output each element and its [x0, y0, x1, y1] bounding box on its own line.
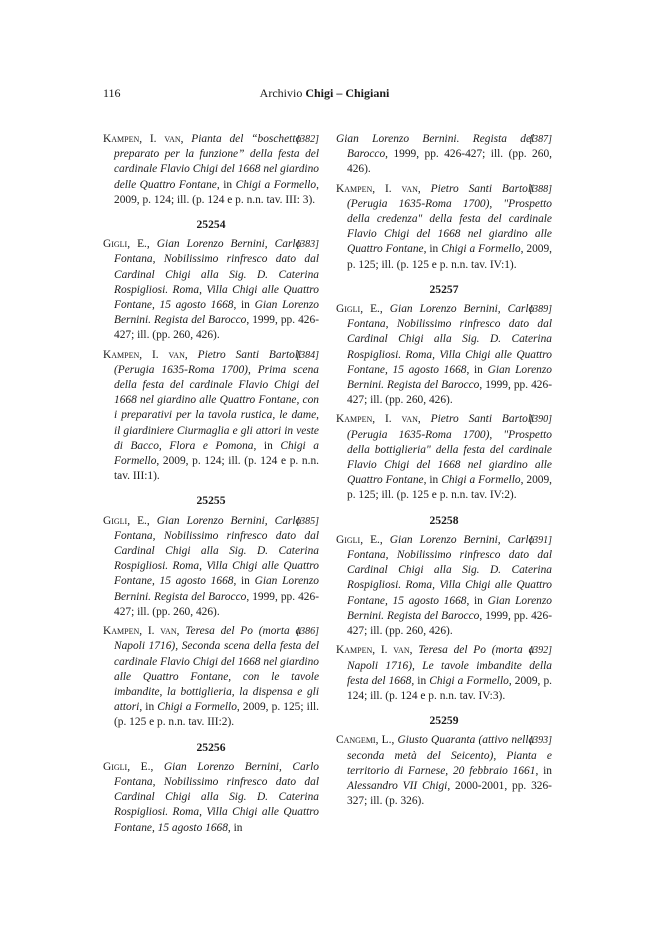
entry-source: Gian Lorenzo Bernini. Regista del Barocco — [114, 299, 319, 327]
bibliography-entry — [336, 132, 552, 178]
entry-details: , 1999, pp. 426-427; ill. (pp. 260, 426). — [347, 148, 552, 176]
entry-reference: [389] — [529, 304, 552, 316]
bibliography-entry: [392] Kampen, I. van, Teresa del Po (morta a Napoli 1716), Le tavole imbandite della festa del 1668, in Chigi a Formello, 2009, p. 124; ill. (p. 124 e p. n.n. tav. IV:3). — [336, 644, 553, 702]
entry-details: , 2009, p. 125; ill. (p. 125 e p. n.n. tav. III:2). — [114, 701, 319, 729]
running-title — [103, 86, 546, 101]
left-column — [103, 132, 319, 836]
entry-author: Gigli, E. — [103, 514, 147, 527]
section-number: 25255 — [196, 494, 226, 508]
entry-details: , 2009, p. 125; ill. (p. 125 e p. n.n. tav. IV:2). — [347, 474, 553, 502]
entry-title: Gian Lorenzo Bernini, Carlo Fontana, Nobilissimo rinfresco dato dal Cardinal Chigi alla Sig. D. Caterina Rospigliosi. Roma, Villa Chigi alle Quattro Fontane, 15 agosto 1668 — [347, 303, 552, 376]
entry-reference: [382] — [296, 134, 319, 145]
entry-in: , in — [227, 821, 243, 834]
page-number: 116 — [103, 86, 121, 100]
entry-author: Kampen, I. van — [336, 413, 418, 426]
entry-reference: [392] — [529, 645, 552, 657]
entry-source: Chigi a Formello — [114, 439, 319, 468]
entry-reference: [386] — [296, 626, 319, 638]
entry-title: Giusto Quaranta (attivo nella seconda metà del Seicento), Pianta e territorio di Farnese, 20 febbraio 1661 — [347, 734, 552, 777]
entry-in: , in — [466, 363, 488, 376]
bibliography-entry: [389] Gigli, E., Gian Lorenzo Bernini, Carlo Fontana, Nobilissimo rinfresco dato dal Cardinal Chigi alla Sig. D. Caterina Rospigliosi. Roma, Villa Chigi alle Quattro Fontane, 15 agosto 1668, in Gian Lorenzo Bernini. Regista del Barocco, 1999, pp. 426-427; ill. (pp. 260, 426). — [336, 303, 552, 407]
entry-in: , in — [466, 594, 488, 607]
entry-author: Kampen, I. van — [103, 625, 177, 638]
entry-source: Gian Lorenzo Bernini. Regista del Barocco — [347, 363, 552, 392]
entry-source: Chigi a Formello — [157, 701, 237, 714]
entry-title: Gian Lorenzo Bernini, Carlo Fontana, Nobilissimo rinfresco dato dal Cardinal Chigi alla Sig. D. Caterina Rospigliosi. Roma, Villa Chigi alle Quattro Fontane, 15 agosto 1668 — [114, 514, 319, 588]
entry-details: , 2009, p. 124; ill. (p. 124 e p. n.n. tav. III:1). — [114, 455, 319, 483]
entry-author: Gigli, E. — [336, 533, 380, 546]
entry-source: Alessandro VII Chigi — [347, 779, 448, 792]
entry-details: , 2009, p. 124; ill. (p. 124 e p. n.n. tav. III: 3). — [114, 178, 319, 206]
entry-reference: [383] — [296, 239, 319, 251]
entry-reference: [384] — [296, 349, 319, 361]
section-number: 25259 — [429, 714, 459, 728]
entry-in: , in — [253, 439, 281, 452]
bibliography-entry: [390] Kampen, I. van, Pietro Santi Bartoli (Perugia 1635-Roma 1700), "Prospetto della bottiglieria" della festa del cardinale Flavio Chigi del 1668 nel giardino alle Quattro Fontane, in Chigi a Formello, 2009, p. 125; ill. (p. 125 e p. n.n. tav. IV:2). — [336, 413, 553, 502]
entry-author: Gigli, E. — [103, 238, 147, 251]
entry-source: Chigi a Formello — [235, 178, 317, 191]
entry-author: Kampen, I. van — [103, 133, 181, 145]
entry-author: Gigli, E. — [336, 303, 380, 316]
entry-details: , 1999, pp. 426-427; ill. (pp. 260, 426). — [347, 609, 552, 638]
entry-in: , in — [423, 243, 442, 256]
entry-title: Pietro Santi Bartoli (Perugia 1635-Roma 1700), Prima scena della festa del cardinale Flavio Chigi del 1668 nel giardino alle Quattro Fontane, con i preparativi per la tavola rustica, le dame, il giardiniere Ciurmaglia e gli attori in veste di Bacco, Flora e Pomona — [114, 348, 319, 452]
entry-title: Pianta del “boschetto preparato per la funzione” della festa del cardinale Flavio Chigi del 1668 nel giardino delle Quattro Fontane — [114, 133, 319, 191]
bibliography-entry: [386] Kampen, I. van, Teresa del Po (morta a Napoli 1716), Seconda scena della festa del cardinale Flavio Chigi del 1668 nel giardino alle Quattro Fontane, con le tavole imbandite, la bottiglieria, la dispensa e gli attori, in Chigi a Formello, 2009, p. 125; ill. (p. 125 e p. n.n. tav. III:2). — [103, 625, 319, 729]
entry-in: , in — [233, 299, 255, 312]
entry-author: Gigli, E. — [103, 760, 151, 773]
entry-source: Chigi a Formello — [429, 674, 509, 687]
entry-in: , in — [216, 178, 236, 191]
entry-source: Chigi a Formello — [441, 243, 521, 256]
running-title-prefix: Archivio — [259, 86, 306, 100]
entry-reference: [390] — [529, 414, 552, 426]
right-column — [336, 132, 552, 809]
entry-source: Gian Lorenzo Bernini. Regista del Barocco — [114, 575, 319, 603]
entry-source: Gian Lorenzo Bernini. Regista del Barocco — [347, 594, 552, 622]
entry-reference: [387] — [529, 134, 552, 145]
entry-reference: [393] — [529, 735, 552, 747]
running-title-bold: Chigi – Chigiani — [305, 86, 390, 100]
entry-details: , 1999, pp. 426-427; ill. (pp. 260, 426). — [114, 590, 319, 618]
entry-details: , 1999, pp. 426-427; ill. (pp. 260, 426). — [114, 314, 319, 342]
entry-source: Chigi a Formello — [441, 474, 521, 487]
entry-in: , in — [411, 674, 430, 687]
entry-reference: [391] — [529, 534, 552, 546]
entry-in: , in — [233, 575, 255, 588]
entry-details: , 2009, p. 125; ill. (p. 125 e p. n.n. tav. IV:1). — [347, 243, 553, 271]
entry-title: Pietro Santi Bartoli (Perugia 1635-Roma 1700), "Prospetto della bottiglieria" della festa del cardinale Flavio Chigi del 1668 nel giardino alle Quattro Fontane — [347, 413, 552, 487]
bibliography-entry: [393] Cangemi, L., Giusto Quaranta (attivo nella seconda metà del Seicento), Pianta e territorio di Farnese, 20 febbraio 1661, in Alessandro VII Chigi, 2000-2001, pp. 326-327; ill. (p. 326). — [336, 734, 552, 808]
entry-author: Kampen, I. van — [336, 182, 418, 195]
entry-source: Gian Lorenzo Bernini. Regista del Barocco — [336, 133, 535, 161]
entry-in: , in — [535, 764, 552, 777]
entry-title: Gian Lorenzo Bernini, Carlo Fontana, Nobilissimo rinfresco dato dal Cardinal Chigi alla Sig. D. Caterina Rospigliosi. Roma, Villa Chigi alle Quattro Fontane, 15 agosto 1668 — [114, 238, 319, 312]
entry-title: Gian Lorenzo Bernini, Carlo Fontana, Nobilissimo rinfresco dato dal Cardinal Chigi alla Sig. D. Caterina Rospigliosi. Roma, Villa Chigi alle Quattro Fontane, 15 agosto 1668 — [114, 760, 319, 834]
bibliography-entry: [382] Kampen, I. van, Pianta del “boschetto preparato per la funzione” della festa del cardinale Flavio Chigi del 1668 nel giardino delle Quattro Fontane, in Chigi a Formello, 2009, p. 124; ill. (p. 124 e p. n.n. tav. III: 3). — [103, 133, 319, 206]
entry-in: , in — [139, 701, 158, 714]
running-header — [103, 86, 546, 106]
bibliography-entry: [391] Gigli, E., Gian Lorenzo Bernini, Carlo Fontana, Nobilissimo rinfresco dato dal Cardinal Chigi alla Sig. D. Caterina Rospigliosi. Roma, Villa Chigi alle Quattro Fontane, 15 agosto 1668, in Gian Lorenzo Bernini. Regista del Barocco, 1999, pp. 426-427; ill. (pp. 260, 426). — [336, 533, 552, 638]
bibliography-entry: [385] Gigli, E., Gian Lorenzo Bernini, Carlo Fontana, Nobilissimo rinfresco dato dal Cardinal Chigi alla Sig. D. Caterina Rospigliosi. Roma, Villa Chigi alle Quattro Fontane, 15 agosto 1668, in Gian Lorenzo Bernini. Regista del Barocco, 1999, pp. 426-427; ill. (pp. 260, 426). — [103, 514, 319, 618]
section-number: 25256 — [196, 740, 226, 754]
entry-details: , 1999, pp. 426-427; ill. (pp. 260, 426). — [347, 379, 552, 407]
entry-author: Kampen, I. van — [336, 644, 410, 657]
entry-author: Cangemi, L. — [336, 734, 392, 747]
entry-details: , 2009, p. 124; ill. (p. 124 e p. n.n. tav. IV:3). — [347, 674, 553, 702]
bibliography-entry: [383] Gigli, E., Gian Lorenzo Bernini, Carlo Fontana, Nobilissimo rinfresco dato dal Cardinal Chigi alla Sig. D. Caterina Rospigliosi. Roma, Villa Chigi alle Quattro Fontane, 15 agosto 1668, in Gian Lorenzo Bernini. Regista del Barocco, 1999, pp. 426-427; ill. (pp. 260, 426). — [103, 238, 319, 342]
entry-title: Gian Lorenzo Bernini, Carlo Fontana, Nobilissimo rinfresco dato dal Cardinal Chigi alla Sig. D. Caterina Rospigliosi. Roma, Villa Chigi alle Quattro Fontane, 15 agosto 1668 — [347, 533, 552, 607]
entry-in: , in — [423, 474, 442, 487]
entry-title: Teresa del Po (morta a Napoli 1716), Le tavole imbandite della festa del 1668 — [347, 644, 552, 687]
section-number: 25257 — [429, 282, 459, 296]
section-number: 25258 — [429, 513, 459, 527]
entry-title: Teresa del Po (morta a Napoli 1716), Seconda scena della festa del cardinale Flavio Chigi del 1668 nel giardino alle Quattro Fontane, con le tavole imbandite, la bottiglieria, la dispensa e gli attori — [114, 625, 319, 714]
entry-reference: [388] — [529, 183, 552, 195]
entry-title: Pietro Santi Bartoli (Perugia 1635-Roma 1700), "Prospetto della credenza" della festa del cardinale Flavio Chigi del 1668 nel giardino alle Quattro Fontane — [347, 182, 552, 256]
bibliography-entry: Gigli, E., Gian Lorenzo Bernini, Carlo Fontana, Nobilissimo rinfresco dato dal Cardinal Chigi alla Sig. D. Caterina Rospigliosi. Roma, Villa Chigi alle Quattro Fontane, 15 agosto 1668, in — [103, 760, 319, 834]
bibliography-entry: [384] Kampen, I. van, Pietro Santi Bartoli (Perugia 1635-Roma 1700), Prima scena della festa del cardinale Flavio Chigi del 1668 nel giardino alle Quattro Fontane, con i preparativi per la tavola rustica, le dame, il giardiniere Ciurmaglia e gli attori in veste di Bacco, Flora e Pomona, in Chigi a Formello, 2009, p. 124; ill. (p. 124 e p. n.n. tav. III:1). — [103, 348, 319, 483]
section-number: 25254 — [196, 218, 226, 232]
bibliography-entry: [388] Kampen, I. van, Pietro Santi Bartoli (Perugia 1635-Roma 1700), "Prospetto della credenza" della festa del cardinale Flavio Chigi del 1668 nel giardino alle Quattro Fontane, in Chigi a Formello, 2009, p. 125; ill. (p. 125 e p. n.n. tav. IV:1). — [336, 182, 553, 271]
entry-reference: [385] — [296, 515, 319, 527]
entry-author: Kampen, I. van — [103, 348, 185, 361]
entry-details: , 2000-2001, pp. 326-327; ill. (p. 326). — [347, 779, 552, 808]
